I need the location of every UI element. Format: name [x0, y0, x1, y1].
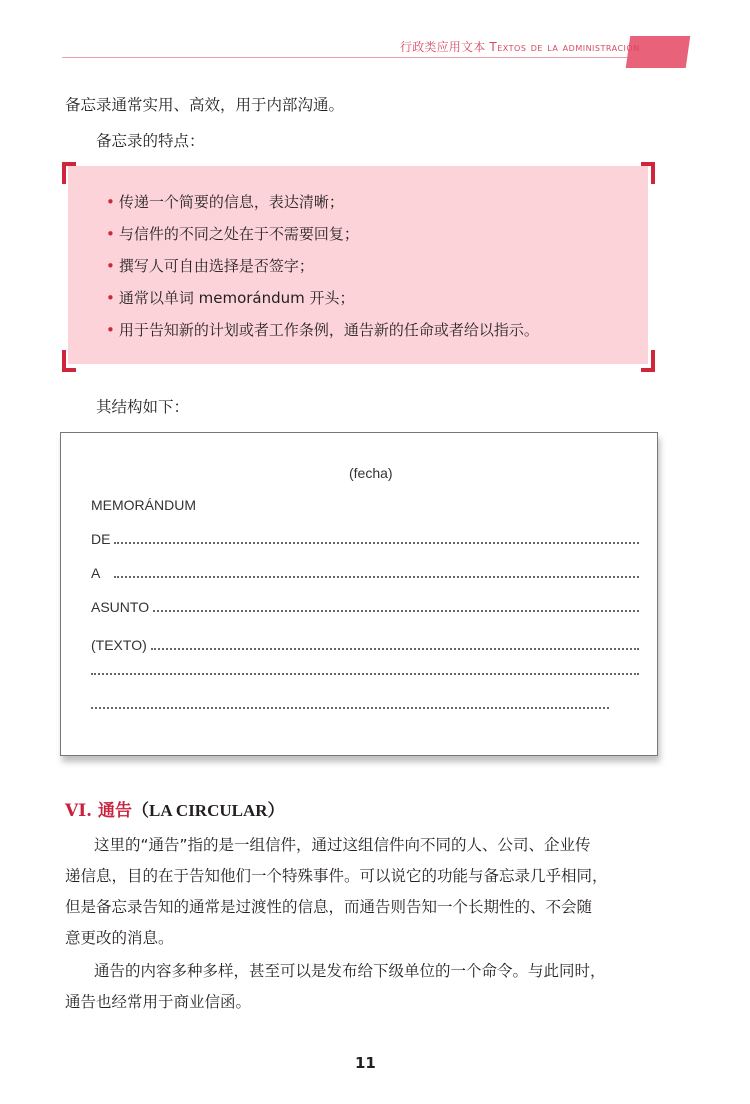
corner-mark	[62, 350, 76, 372]
body-p2-line1: 通告的内容多种多样，甚至可以是发布给下级单位的一个命令。与此同时，	[94, 962, 606, 980]
running-header	[400, 38, 640, 55]
section-title-zh: 通告	[97, 801, 132, 821]
dotted-leader	[151, 648, 639, 650]
template-texto: (TEXTO)	[91, 637, 147, 653]
bullet-icon: •	[106, 289, 115, 307]
template-de: DE	[91, 531, 111, 547]
body-p2-line2: 通告也经常用于商业信函。	[65, 993, 252, 1011]
list-item: • 用于告知新的计划或者工作条例，通告新的任命或者给以指示。	[106, 321, 539, 339]
section-number: VI.	[65, 801, 93, 821]
bullet-icon: •	[106, 321, 115, 339]
template-asunto: ASUNTO	[91, 599, 150, 615]
corner-mark	[641, 350, 655, 372]
bullet-icon: •	[106, 257, 115, 275]
bullet-icon: •	[106, 225, 115, 243]
intro-line-2: 备忘录的特点：	[96, 132, 205, 150]
body-p1-line3: 但是备忘录告知的通常是过渡性的信息，而通告则告知一个长期性的、不会随	[65, 898, 593, 916]
template-blank-row	[91, 673, 639, 678]
bullet-icon: •	[106, 193, 115, 211]
template-memorandum-row	[91, 497, 639, 513]
template-texto-row	[91, 637, 639, 653]
list-item: • 与信件的不同之处在于不需要回复；	[106, 225, 359, 243]
template-a: A	[91, 565, 101, 581]
corner-mark	[641, 162, 655, 184]
list-item: • 撰写人可自由选择是否签字；	[106, 257, 314, 275]
template-a-row	[91, 565, 639, 581]
dotted-leader	[153, 610, 639, 612]
section-heading	[65, 796, 285, 821]
body-p1-line1: 这里的“通告”指的是一组信件，通过这组信件向不同的人、公司、企业传	[94, 836, 591, 854]
dotted-leader	[114, 576, 639, 578]
list-item: • 通常以单词 memorándum 开头；	[106, 289, 355, 307]
body-p1-line2: 递信息，目的在于告知他们一个特殊事件。可以说它的功能与备忘录几乎相同，	[65, 867, 608, 885]
body-p1-line4: 意更改的消息。	[65, 929, 174, 947]
intro-line-1: 备忘录通常实用、高效，用于内部沟通。	[65, 96, 345, 114]
memo-template-sheet	[60, 432, 658, 756]
corner-mark	[62, 162, 76, 184]
template-de-row	[91, 531, 639, 547]
dotted-leader	[91, 707, 609, 709]
page-number: 11	[355, 1054, 376, 1072]
structure-intro: 其结构如下：	[96, 398, 190, 416]
header-chinese: 行政类应用文本	[400, 40, 486, 54]
header-rule	[62, 57, 662, 58]
features-callout	[68, 166, 648, 364]
section-title-es: （LA CIRCULAR）	[131, 801, 285, 820]
list-item: • 传递一个简要的信息，表达清晰；	[106, 193, 344, 211]
template-asunto-row	[91, 599, 639, 615]
header-spanish: Textos de la administración	[489, 40, 640, 54]
template-memorandum: MEMORÁNDUM	[91, 497, 196, 513]
dotted-leader	[91, 673, 639, 675]
dotted-leader	[114, 542, 639, 544]
template-blank-row	[91, 707, 609, 712]
features-list	[106, 186, 539, 346]
template-date: (fecha)	[349, 465, 393, 481]
